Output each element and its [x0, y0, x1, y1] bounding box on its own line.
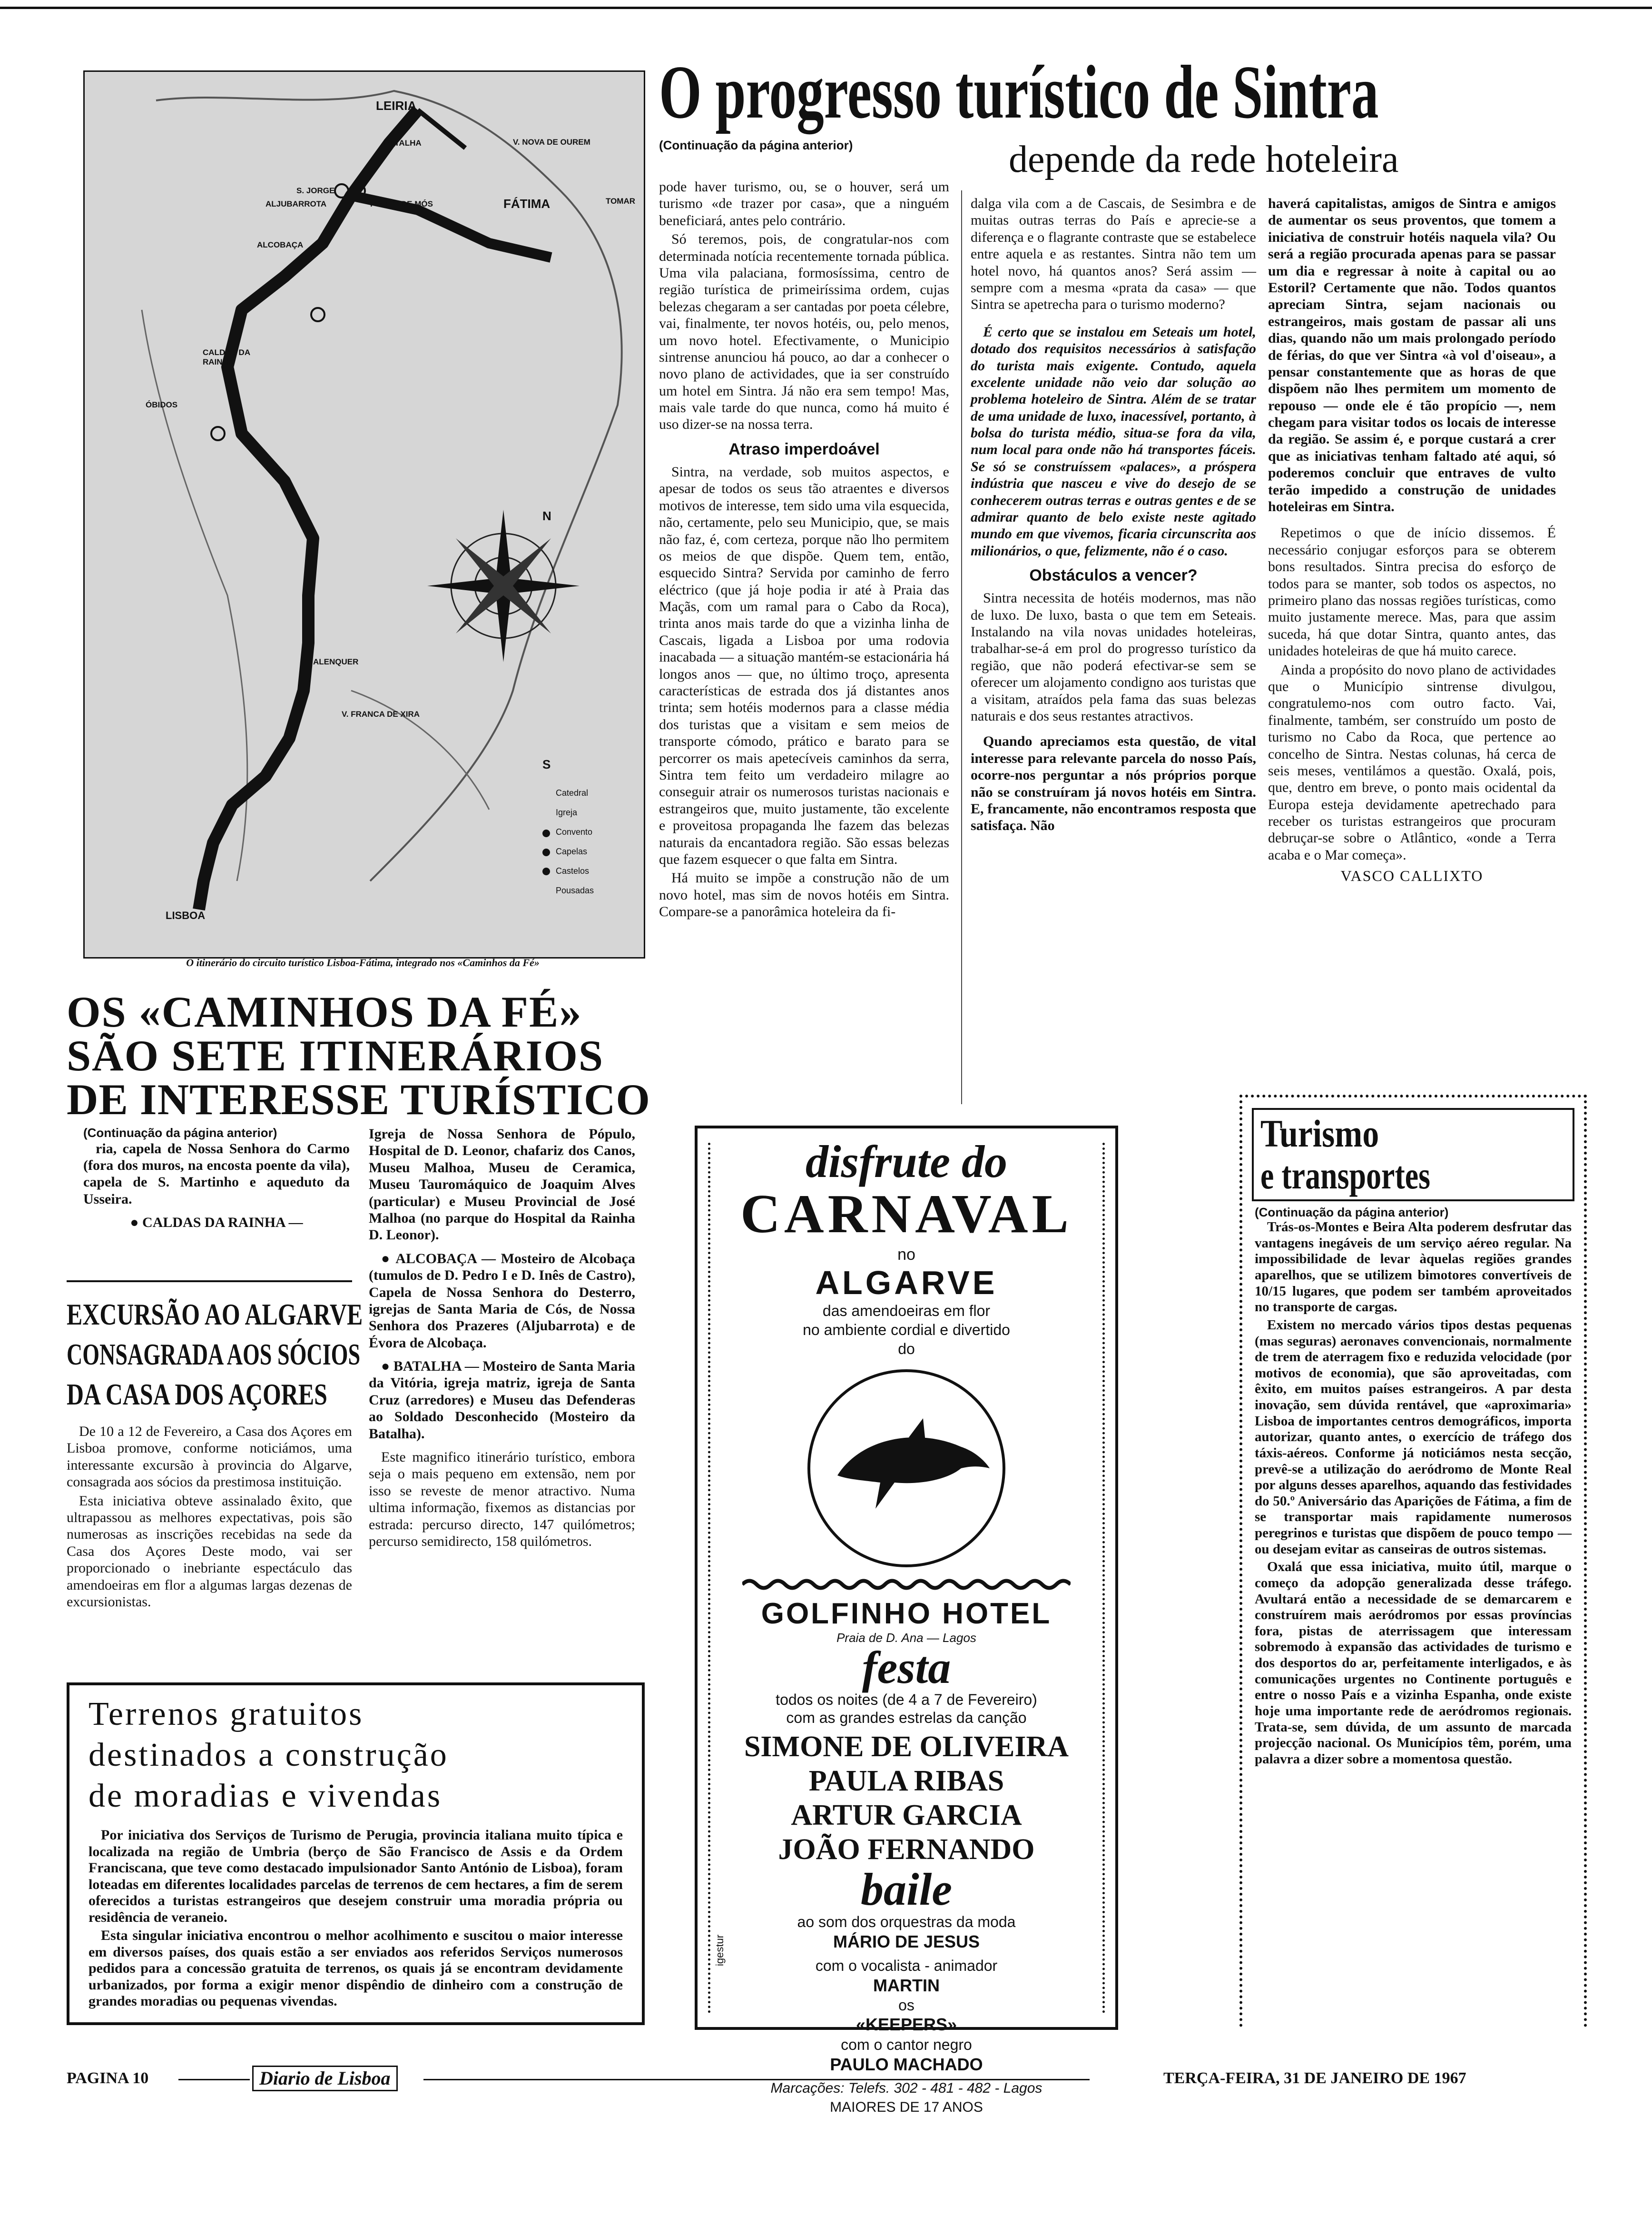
page-footer [0, 2066, 1652, 2094]
legend-item: Pousadas [556, 886, 594, 895]
sintra-col-c [1268, 195, 1556, 885]
sintra-c1: haverá capitalistas, amigos de Sintra e amigos de aumentar os seus proventos, que tomem a iniciativa de construir hotéis naquela vila? Ou será a região procurada apenas para se passar um dia e regressar à noite à capital ou ao Estoril? Certamente que não. Todos quantos apreciam Sintra, sejam nacionais ou estrangeiros, mais gostam de passar ali uns dias, quando não um mais prolongado período de férias, do que ver Sintra «à vol d'oiseau», a pensar constantemente que as horas de que dispõem não lhes permitem um momento de repouso — onde ele é tão propício —, nem chegam para visitar todos os locais de interesse da região. Se assim é, e porque custará a crer que as iniciativas tenham faltado até aqui, só poderemos concluir que entraves de vulto terão impedido a construção de unidades hoteleiras em Sintra. [1268, 196, 1556, 515]
caminhos-headline-line2: SÃO SETE ITINERÁRIOS [67, 1031, 604, 1080]
continuation-note: (Continuação da página anterior) [83, 1126, 277, 1140]
ad-paulo: PAULO MACHADO [830, 2055, 983, 2074]
turismo-p3: Oxalá que essa iniciativa, muito útil, marque o começo da adopção generalizada desse tráfego. Avultará então a necessidade de se demarcarem e construírem mais aeródromos por essas províncias fora, pistas de aterrissagem que interessam sobremodo à expansão das actividades de turismo e dos desportos do ar, perfeitamente interligados, e às comunicações urgentes no Continente português e entre o nosso País e a vizinha Espanha, onde existe hoje uma importante rede de aeródromos regionais. Trata-se, sem dúvida, de um assunto de marcada projecção nacional. Os Municípios têm, porém, uma palavra a dizer sobre a momentosa questão. [1255, 1559, 1572, 1767]
sintra-headline: O progresso turístico de Sintra [659, 49, 1379, 134]
excursao-p1: De 10 a 12 de Fevereiro, a Casa dos Açores em Lisboa promove, conforme noticiámos, uma interessante excursão à provincia do Algarve, consagrada aos sócios da prestimosa instituição. [67, 1424, 352, 1490]
footer-date: TERÇA-FEIRA, 31 DE JANEIRO DE 1967 [1163, 2069, 1466, 2087]
route-map [83, 70, 645, 959]
map-label-batalha: BATALHA [384, 138, 422, 148]
sintra-continuation: (Continuação da página anterior) [659, 138, 853, 152]
ad-os: os [898, 1997, 914, 2014]
ad-artist: PAULA RIBAS [808, 1765, 1004, 1797]
caminhos-col1 [83, 1126, 350, 1231]
ad-artist: JOÃO FERNANDO [778, 1833, 1035, 1866]
map-label-aljubarrota: ALJUBARROTA [266, 199, 327, 208]
ad-orch-name: MÁRIO DE JESUS [833, 1932, 980, 1951]
divider [67, 1280, 352, 1282]
map-label-sjorge: S. JORGE [296, 186, 335, 195]
ad-place: Praia de D. Ana — Lagos [836, 1631, 976, 1645]
ad-do: do [898, 1340, 915, 1357]
ad-line1: disfrute do [805, 1136, 1008, 1187]
sintra-c3: Ainda a propósito do novo plano de actividades que o Município sintrense divulgou, congratulemo-nos com outro facto. Vai, finalmente, também, ser construído um posto de turismo no Cabo da Roca, que pertence ao concelho de Sintra. Nestas colunas, há cerca de seis meses, ventilámos a questão. Oxalá, pois, que, dentro em breve, o ponto mais ocidental da Europa esteja devidamente apetrechado para receber os turistas estrangeiros que procuram debruçar-se sobre o Atlântico, «onde a Terra acaba e o Mar começa». [1268, 662, 1556, 863]
sintra-col-b [971, 195, 1256, 836]
sintra-c2: Repetimos o que de início dissemos. É necessário conjugar esforços para se obterem bons resultados. Sintra precisa do esforço de todos para se manter, sob todos os aspectos, no primeiro plano das nossas regiões turísticas, como muito justamente merece. Mas, para que assim suceda, há que dotar Sintra, quanto antes, das unidades hoteleiras de que há muito carece. [1268, 525, 1556, 659]
ad-artist: ARTUR GARCIA [791, 1799, 1022, 1831]
map-label-portomos: PORTO DE MÓS [370, 199, 433, 208]
footer-masthead: Diario de Lisboa [252, 2066, 398, 2091]
sintra-b3: Sintra necessita de hotéis modernos, mas não de luxo. De luxo, basta o que tem em Seteais. Instalando na vila novas unidades hoteleiras, trabalhar-se-á em prol do progresso turístico da região, que não poderá efectivar-se sem se oferecer um alojamento condigno aos turistas que a visitam, atraídos pela fama das suas belezas naturais e dos seus restantes atractivos. [971, 590, 1256, 724]
caminhos-col2 [369, 1126, 635, 1552]
excursao-p2: Esta iniciativa obteve assinalado êxito, que ultrapassou as melhores expectativas, pois são numerosas as inscrições recebidas na sede da Casa dos Açores Deste modo, vai ser proporcionado o inebriante espectáculo das amendoeiras em flor a algumas largas dezenas de excursionistas. [67, 1493, 352, 1610]
ad-festa: festa [862, 1642, 951, 1693]
turismo-p2: Existem no mercado vários tipos destas pequenas (mas seguras) aeronaves convencionais, normalmente de trem de aterragem fixo e reduzida velocidade (por motivos de economia), que são aproveitadas, com êxito, em muitos países estrangeiros. A par desta inovação, sem dúvida rentável, que «aproximaria» Lisboa de importantes centros demográficos, importa autorizar, quanto antes, o exercício de tráfego dos táxis-aéreos. Conforme já noticiámos nesta secção, prevê-se a utilização do aeródromo de Monte Real por alguns desses aparelhos, aquando das festividades do 50.º Aniversário das Aparições de Fátima, a fim de se transportar mais rapidamente numerosos peregrinos e turistas que dispõem de pouco tempo — ou desejam evitar as canseiras de outros sistemas. [1255, 1317, 1572, 1557]
batalha-text: ● BATALHA — Mosteiro de Santa Maria da Vitória, igreja matriz, igreja de Santa Cruz (arredores) e Museu das Defenderas ao Soldado Desconhecido (Mosteiro da Batalha). [369, 1358, 635, 1442]
turismo-headline-line1: Turismo [1260, 1112, 1379, 1155]
excursao-body [67, 1423, 352, 1612]
turismo-body [1242, 1201, 1584, 1767]
turismo-headline-box [1252, 1108, 1574, 1201]
ad-no: no [897, 1246, 915, 1264]
ad-age: MAIORES DE 17 ANOS [830, 2099, 983, 2115]
footer-rule [178, 2079, 250, 2080]
ad-reservations: Marcações: Telefs. 302 - 481 - 482 - Lagos [770, 2080, 1042, 2096]
map-label-alcobaca: ALCOBAÇA [257, 240, 304, 249]
terrenos-body [69, 1817, 642, 2010]
turismo-continuation: (Continuação da página anterior) [1255, 1205, 1449, 1219]
footer-page-number: PAGINA 10 [67, 2069, 149, 2087]
caminhos-headline-line1: OS «CAMINHOS DA FÉ» [67, 988, 582, 1036]
caminhos-headline [67, 988, 650, 1124]
map-label-caldas: CALDAS DA RAINHA [203, 348, 250, 366]
terrenos-headline-line2: destinados a construção [88, 1737, 449, 1773]
column-rule [961, 190, 962, 1104]
sintra-headline-wrap [659, 49, 1652, 134]
excursao-headline-line2: CONSAGRADA AOS SÓCIOS [67, 1337, 361, 1371]
alcobaca-text: ● ALCOBAÇA — Mosteiro de Alcobaça (tumulos de D. Pedro I e D. Inês de Castro), Capela de Nossa Senhora do Desterro, igrejas de Santa Maria de Cós, de Nossa Senhora dos Prazeres (Aljubarrota) e de Évora de Alcobaça. [369, 1250, 635, 1351]
wave-ornament [742, 1577, 1071, 1592]
terrenos-headline [69, 1685, 642, 1817]
ad-algarve: ALGARVE [815, 1264, 998, 1301]
caldas-text: Igreja de Nossa Senhora de Pópulo, Hospital de D. Leonor, chafariz dos Canos, Museu Malhoa, Museu de Ceramica, Museu Tauromáquico de Joaquim Alves (particular) e Museu Provincial de José Malhoa (no parque do Hospital da Rainha D. Leonor). [369, 1126, 635, 1243]
turismo-box [1239, 1095, 1587, 2027]
compass-south: S [542, 757, 551, 771]
dolphin-icon [804, 1366, 1009, 1571]
legend-item: Convento [556, 827, 593, 837]
map-label-alenquer: ALENQUER [313, 657, 359, 666]
top-rule [0, 7, 1652, 9]
sintra-subhead: depende da rede hoteleira [1009, 138, 1399, 180]
excursao-headline-line1: EXCURSÃO AO ALGARVE [67, 1297, 363, 1331]
ad-stars: com as grandes estrelas da canção [786, 1709, 1027, 1726]
map-label-ourem: V. NOVA DE OUREM [513, 138, 590, 147]
turismo-headline-line2: e transportes [1260, 1154, 1431, 1197]
terrenos-box [67, 1682, 645, 2025]
ad-martin: MARTIN [873, 1976, 940, 1995]
legend-item: Igreja [556, 808, 578, 817]
sintra-subhead-atraso: Atraso imperdoável [728, 440, 880, 458]
ad-amendoeiras: das amendoeiras em flor [822, 1302, 991, 1319]
map-label-tomar: TOMAR [606, 197, 636, 206]
ad-cantor: com o cantor negro [841, 2036, 972, 2053]
terrenos-p1: Por iniciativa dos Serviços de Turismo de Perugia, provincia italiana muito típica e localizada na região de Umbria (berço de São Francisco de Assis e da Ordem Franciscana, que teve como destacado impulsionador Santo António de Lisboa), foram loteadas em diferentes localidades parcelas de terrenos de cem hectares, a fim de serem oferecidos a turistas estrangeiros que desejem construir uma moradia própria ou residência de veraneio. [88, 1827, 623, 1925]
map-caption: O itinerário do circuito turístico Lisboa-Fátima, integrado nos «Caminhos da Fé» [186, 957, 540, 969]
caminhos-closing-text: Este magnifico itinerário turístico, embora seja o mais pequeno em extensão, nem por isso se reveste de menor atractivo. Numa ultima informação, fixemos as distancias por estrada: percurso directo, 147 quilómetros; percurso semidirecto, 158 quilómetros. [369, 1449, 635, 1549]
caminhos-col1-text: ria, capela de Nossa Senhora do Carmo (fora dos muros, na encosta poente da vila), capela de S. Martinho e aqueduto da Usseira. [83, 1140, 350, 1207]
turismo-p1: Trás-os-Montes e Beira Alta poderem desfrutar das vantagens inegáveis de um serviço aéreo regular. Na impossibilidade de levar àquelas regiões grandes aparelhos, que se utilizem bimotores convertíveis de 10/15 lugares, que podem ser também aproveitados no transporte de cargas. [1255, 1219, 1572, 1315]
map-label-obidos: ÓBIDOS [146, 400, 178, 409]
footer-rule [423, 2079, 1090, 2080]
ad-dotted-border-left [708, 1143, 710, 2014]
ad-artist: SIMONE DE OLIVEIRA [744, 1731, 1069, 1763]
excursao-headline [67, 1295, 363, 1414]
sintra-a1: pode haver turismo, ou, se o houver, será um turismo «de trazer por casa», que a ninguém beneficiará, antes pelo contrário. [659, 179, 949, 228]
ad-ambiente: no ambiente cordial e divertido [803, 1321, 1010, 1338]
sintra-b4: Quando apreciamos esta questão, de vital interesse para relevante parcela do nosso País, ocorre-nos perguntar a nós próprios porque não se construíram já novos hotéis em Sintra. E, francamente, não encontramos resposta que satisfaça. Não [971, 733, 1256, 834]
dolphin-logo [804, 1366, 1009, 1571]
map-label-leiria: LEIRIA [376, 99, 417, 113]
carnaval-ad [695, 1126, 1118, 2115]
sintra-a3: Sintra, na verdade, sob muitos aspectos, e apesar de todos os seus tão atraentes e diversos motivos de interesse, tem sido uma vila esquecida, não, certamente, pelo seu Municipio, que, se mais não faz, é, com certeza, porque não lho permitem os meios de que dispõe. Quem tem, então, esquecido Sintra? Servida por caminho de ferro eléctrico (que já hoje podia ir até à Praia das Maçãs, com um ramal para o Cabo da Roca), trinta anos mais tarde do que a vizinha linha de Cascais, ligada a Lisboa por uma rodovia inacabada — a situação mantém-se estacionária há longos anos — que, no último troço, apresenta características de estrada dos já distantes anos trinta; sem hotéis modernos para a classe média dos turistas que a visitam e sem meios de transporte cómodo, prático e barato para se percorrer os mais apetecíveis caminhos da serra, Sintra tem feito um verdadeiro milagre ao conseguir atrair os numerosos turistas nacionais e estrangeiros que, muito justamente, tão excelente e proveitosa propaganda lhe fazem das belezas naturais da encantadora região. São essas belezas que fazem esquecer o que falta em Sintra. [659, 464, 949, 867]
sintra-a2: Só teremos, pois, de congratular-nos com determinada notícia recentemente tornada pública. Uma vila palaciana, formosíssima, centro de região turística de primeiríssima ordem, cujas belezas chegaram a ser cantadas por poeta célebre, vai, finalmente, ter novos hotéis, ou, pelo menos, um novo hotel. Efectivamente, o Municipio sintrense anunciou há pouco, ao dar a conhecer o novo plano de actividades, que ia ser construído um hotel em Sintra. Já não era sem tempo! Mas, mais vale tarde do que nunca, como há muito é uso dizer-se na nossa terra. [659, 231, 949, 433]
caminhos-headline-line3: DE INTERESSE TURÍSTICO [67, 1075, 650, 1124]
ad-nights: todos os noites (de 4 a 7 de Fevereiro) [776, 1691, 1037, 1708]
compass-north: N [542, 509, 551, 523]
map-legend [556, 783, 594, 900]
legend-item: Catedral [556, 788, 589, 798]
sintra-signature: VASCO CALLIXTO [1340, 867, 1484, 885]
sintra-b1: dalga vila com a de Cascais, de Sesimbra e de muitas outras terras do País e aprecie-se a diferença e o flagrante contraste que se estabelece entre aquela e as restantes. Sintra não tem um hotel novo, há quantos anos? Será assim — sempre com a mesma «prata da casa» — que Sintra se apetrecha para o turismo moderno? [971, 196, 1256, 313]
ad-dotted-border-right [1102, 1143, 1105, 2014]
map-label-fatima: FÁTIMA [503, 197, 551, 211]
ad-orch: ao som dos orquestras da moda [797, 1913, 1016, 1930]
map-label-lisboa: LISBOA [166, 910, 206, 921]
ad-carnaval: CARNAVAL [740, 1184, 1072, 1245]
caldas-heading: ● CALDAS DA RAINHA — [130, 1215, 303, 1231]
sintra-a4: Há muito se impõe a construção não de um novo hotel, mas sim de novos hotéis em Sintra. Compare-se a panorâmica hoteleira da fi- [659, 870, 949, 920]
legend-item: Castelos [556, 866, 590, 876]
ad-hotel: GOLFINHO HOTEL [761, 1597, 1052, 1630]
sintra-subhead-obstaculos: Obstáculos a vencer? [1029, 566, 1198, 585]
terrenos-headline-line3: de moradias e vivendas [88, 1778, 442, 1814]
ad-vocal: com o vocalista - animador [815, 1957, 998, 1974]
map-label-vfranca: V. FRANCA DE XIRA [342, 710, 420, 719]
ad-agency: igestur [714, 1934, 726, 1966]
sintra-col-a [659, 178, 949, 922]
terrenos-p2: Esta singular iniciativa encontrou o melhor acolhimento e suscitou o maior interesse em diversos países, dos quais estão a ser enviados aos referidos Serviços numerosos pedidos para a concessão gratuita de terrenos, os quais já se encontram devidamente urbanizados, por forma a exigir menor dispêndio de dinheiro com a construção de grandes moradias ou pequenas vivendas. [88, 1928, 623, 2009]
ad-baile: baile [861, 1864, 952, 1915]
legend-item: Capelas [556, 847, 588, 856]
excursao-headline-line3: DA CASA DOS AÇORES [67, 1377, 327, 1411]
ad-keepers: «KEEPERS» [856, 2015, 957, 2034]
terrenos-headline-line1: Terrenos gratuitos [88, 1696, 364, 1732]
sintra-b2: É certo que se instalou em Seteais um hotel, dotado dos requisitos necessários à satisfação do turista mais exigente. Contudo, aquela excelente unidade não veio dar solução ao problema hoteleiro de Sintra. Além de se tratar de uma unidade de luxo, inacessível, portanto, à bolsa do turista médio, situa-se fora da vila, num local para onde não há transportes fáceis. Se só se construíssem «palaces», a próspera indústria que nasceu e vive do desejo de se conhecerem outras terras e outras gentes e de se admirar quanto de belo existe neste agitado mundo em que vivemos, ficaria circunscrita aos milionários, o que, felizmente, não é o caso. [971, 324, 1256, 559]
